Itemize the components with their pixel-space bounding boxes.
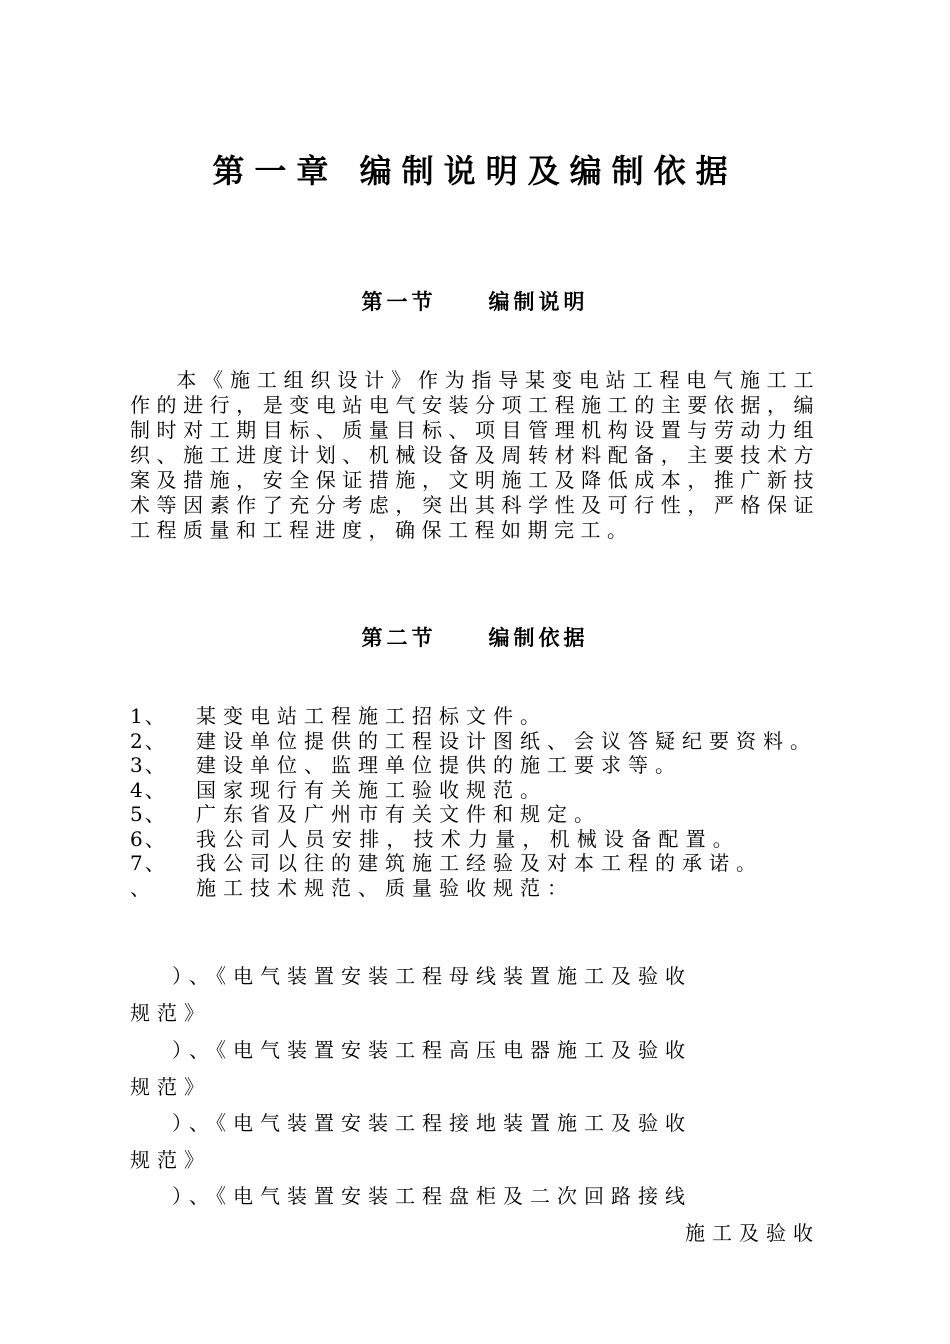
list-item <box>130 827 850 852</box>
basis-list <box>130 704 850 900</box>
list-item-text: 建设单位、监理单位提供的施工要求等。 <box>196 753 682 777</box>
list-item-number: 1、 <box>130 704 167 728</box>
list-item <box>130 851 850 876</box>
list-item-number: 7、 <box>130 851 167 875</box>
list-item-number: 、 <box>130 875 152 900</box>
list-item-text: 我公司以往的建筑施工经验及对本工程的承诺。 <box>196 851 763 875</box>
list-item <box>130 753 850 778</box>
section-number: 第一节 <box>361 289 437 314</box>
list-item-number: 3、 <box>130 753 167 777</box>
chapter-title: 第一章 编制说明及编制依据 <box>212 152 738 190</box>
standard-line-continued: 施工及验收 <box>685 1221 820 1245</box>
standard-item <box>130 1032 820 1106</box>
list-item-text: 施工技术规范、质量验收规范： <box>196 875 574 900</box>
list-item <box>130 802 850 827</box>
standard-line: ）、《电气装置安装工程接地装置施工及验收 <box>172 1111 692 1135</box>
standard-line-continued: 规范》 <box>130 1148 211 1172</box>
list-item-text: 国家现行有关施工验收规范。 <box>196 777 547 802</box>
section-title: 编制依据 <box>488 625 589 650</box>
intro-text: 本《施工组织设计》作为指导某变电站工程电气施工工作的进行，是变电站电气安装分项工程施工的主要依据，编制时对工期目标、质量目标、项目管理机构设置与劳动力组织、施工进度计划、机械设备及周转材料配备，主要技术方案及措施，安全保证措施，文明施工及降低成本，推广新技术等因素作了充分考虑，突出其科学性及可行性，严格保证工程质量和工程进度，确保工程如期完工。 <box>130 368 820 542</box>
standard-line: ）、《电气装置安装工程高压电器施工及验收 <box>172 1038 692 1062</box>
list-item-number: 6、 <box>130 826 167 851</box>
list-item <box>130 729 850 754</box>
list-item-text: 我公司人员安排，技术力量，机械设备配置。 <box>196 826 740 851</box>
standard-item <box>130 1105 820 1179</box>
list-item <box>130 876 850 901</box>
list-item <box>130 778 850 803</box>
list-item-text: 某变电站工程施工招标文件。 <box>196 704 547 728</box>
intro-paragraph <box>130 368 820 543</box>
standard-line: ）、《电气装置安装工程母线装置施工及验收 <box>172 964 692 988</box>
list-item-number: 4、 <box>130 777 167 802</box>
standard-item <box>130 1178 820 1252</box>
section-title: 编制说明 <box>488 289 589 314</box>
list-item <box>130 704 850 729</box>
section-heading-2 <box>0 622 950 652</box>
standard-line-continued: 规范》 <box>130 1075 211 1099</box>
section-heading-1 <box>0 286 950 316</box>
list-item-text: 建设单位提供的工程设计图纸、会议答疑纪要资料。 <box>196 728 817 753</box>
section-number: 第二节 <box>361 625 437 650</box>
standard-line: ）、《电气装置安装工程盘柜及二次回路接线 <box>172 1184 692 1208</box>
list-item-text: 广东省及广州市有关文件和规定。 <box>196 802 601 826</box>
standard-line-continued: 规范》 <box>130 1001 211 1025</box>
standard-item <box>130 958 820 1032</box>
list-item-number: 2、 <box>130 728 167 753</box>
list-item-number: 5、 <box>130 802 167 826</box>
